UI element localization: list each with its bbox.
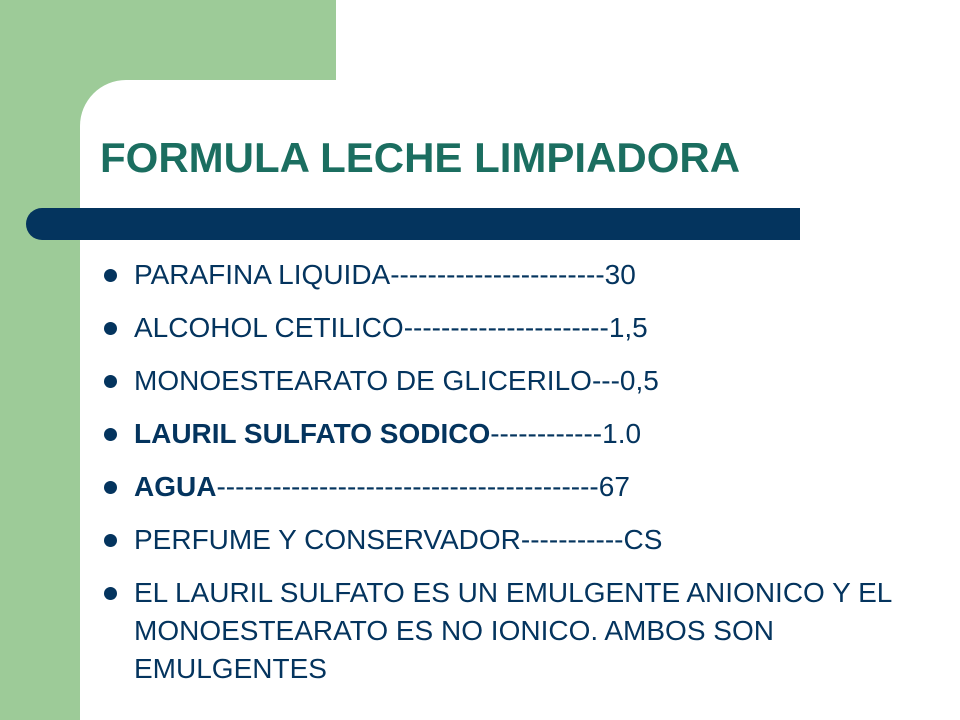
- title-underline-bar: [26, 208, 800, 240]
- bullet-item-agua: [104, 468, 904, 506]
- bullet-bold-text: AGUA: [134, 471, 217, 502]
- bullet-item-monoestearato: [104, 362, 904, 400]
- slide-title: FORMULA LECHE LIMPIADORA: [100, 134, 741, 181]
- bullet-dot-icon: [104, 481, 117, 494]
- bullet-dot-icon: [104, 587, 117, 600]
- bullet-text: PARAFINA LIQUIDA-----------------------30: [134, 259, 636, 290]
- bullet-text: ALCOHOL CETILICO----------------------1,5: [134, 312, 648, 343]
- bullet-item-lauril: [104, 415, 904, 453]
- bullet-bold-text: LAURIL SULFATO SODICO: [134, 418, 491, 449]
- bullet-list: [104, 256, 904, 703]
- bullet-item-alcohol: [104, 309, 904, 347]
- bullet-item-parafina: [104, 256, 904, 294]
- bullet-dot-icon: [104, 322, 117, 335]
- bullet-item-nota-emulgentes: [104, 574, 894, 688]
- bullet-dot-icon: [104, 428, 117, 441]
- bullet-dot-icon: [104, 534, 117, 547]
- bullet-dot-icon: [104, 269, 117, 282]
- bullet-dot-icon: [104, 375, 117, 388]
- bullet-item-perfume: [104, 521, 904, 559]
- bullet-text: MONOESTEARATO DE GLICERILO---0,5: [134, 365, 659, 396]
- bullet-text: PERFUME Y CONSERVADOR-----------CS: [134, 524, 663, 555]
- bullet-text: ------------1.0: [490, 418, 642, 449]
- bullet-text: EL LAURIL SULFATO ES UN EMULGENTE ANIONICO Y EL MONOESTEARATO ES NO IONICO. AMBOS SON EMULGENTES: [134, 577, 892, 684]
- bullet-text: -----------------------------------------67: [216, 471, 630, 502]
